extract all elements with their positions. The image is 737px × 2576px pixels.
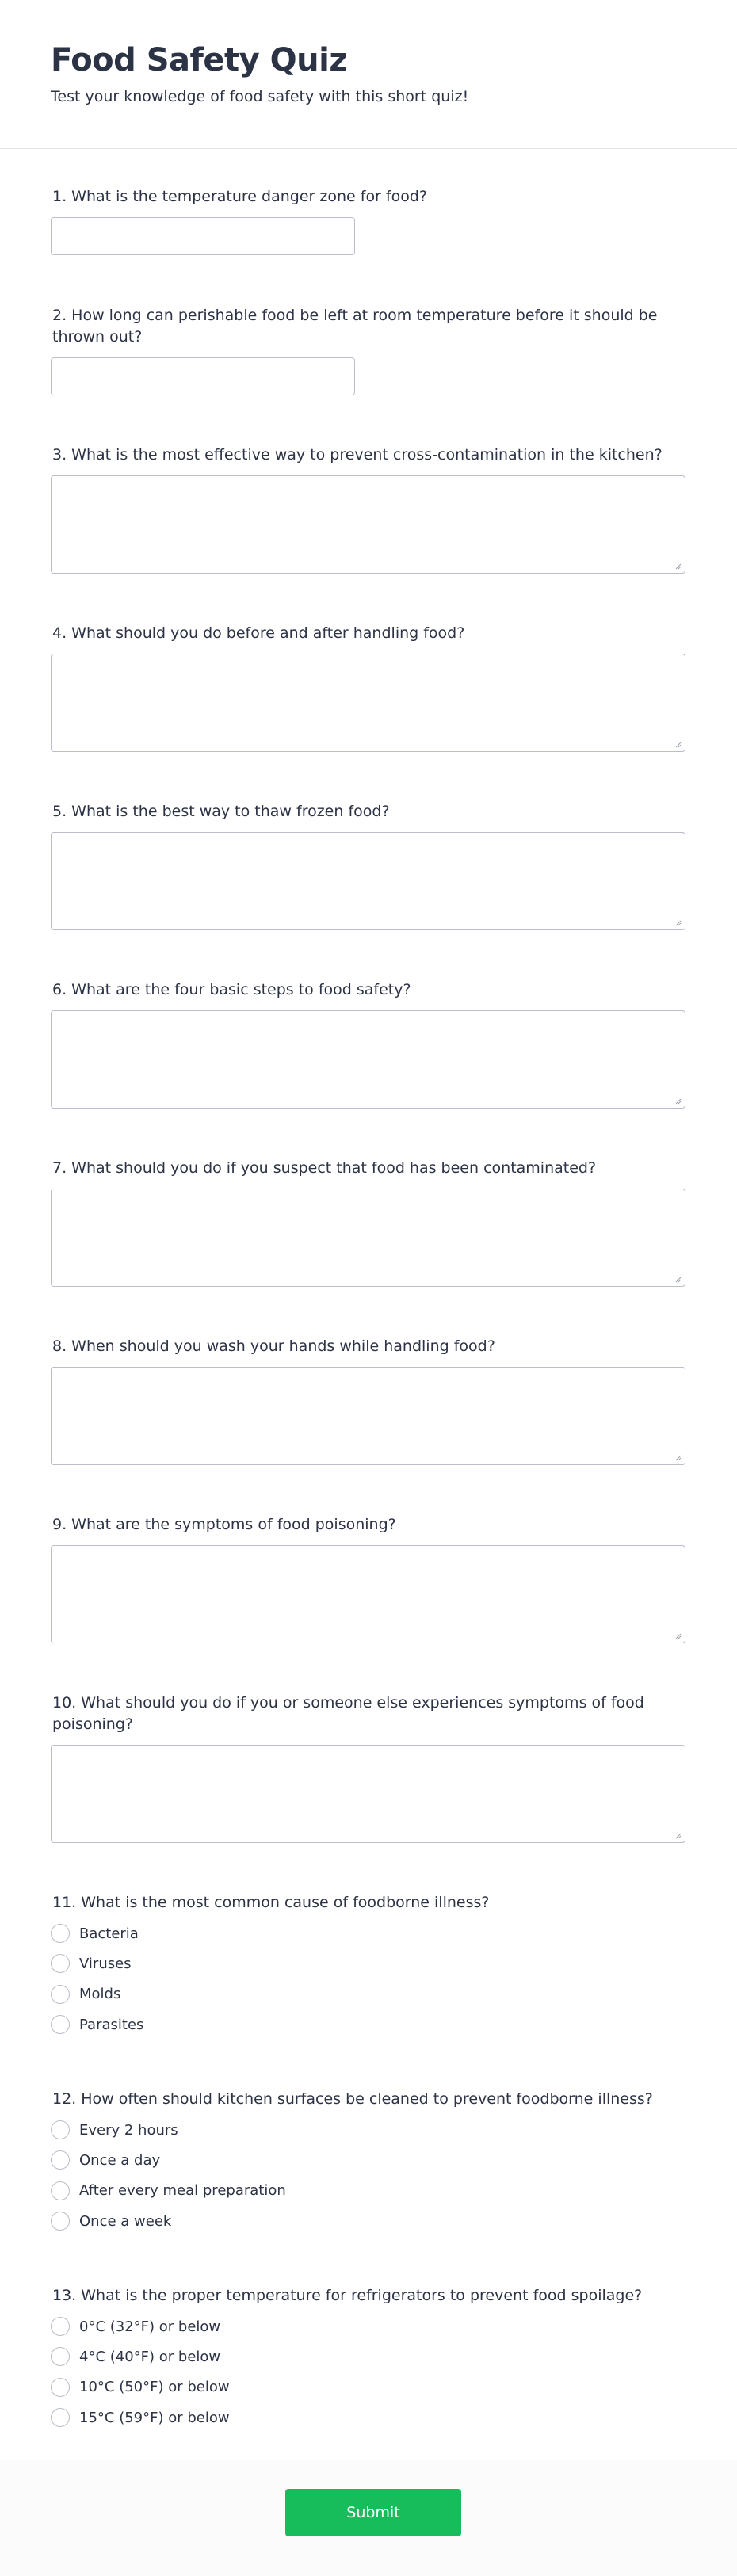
radio-label: 10°C (50°F) or below bbox=[79, 2379, 230, 2396]
resize-handle-icon[interactable] bbox=[674, 919, 682, 926]
resize-handle-icon[interactable] bbox=[674, 1632, 682, 1639]
answer-textarea-8[interactable] bbox=[51, 1367, 685, 1465]
question-11 bbox=[51, 1892, 685, 2040]
answer-textarea-7[interactable] bbox=[51, 1189, 685, 1287]
radio-button[interactable] bbox=[51, 1954, 70, 1973]
question-label: 8. When should you wash your hands while handling food? bbox=[52, 1338, 495, 1355]
radio-button[interactable] bbox=[51, 2181, 70, 2200]
resize-handle-icon[interactable] bbox=[674, 1097, 682, 1105]
question-7 bbox=[51, 1158, 685, 1287]
radio-button[interactable] bbox=[51, 2150, 70, 2170]
question-9 bbox=[51, 1514, 685, 1643]
question-label: 2. How long can perishable food be left at room temperature before it should be thrown out? bbox=[52, 307, 658, 345]
question-6 bbox=[51, 979, 685, 1109]
question-label: 5. What is the best way to thaw frozen food? bbox=[52, 803, 390, 820]
radio-button[interactable] bbox=[51, 2120, 70, 2139]
radio-option[interactable] bbox=[51, 2115, 685, 2145]
question-label: 10. What should you do if you or someone else experiences symptoms of food poisoning? bbox=[52, 1694, 644, 1733]
answer-textarea-10[interactable] bbox=[51, 1745, 685, 1843]
question-12 bbox=[51, 2089, 685, 2236]
radio-label: 15°C (59°F) or below bbox=[79, 2409, 230, 2426]
question-4 bbox=[51, 623, 685, 752]
question-label: 12. How often should kitchen surfaces be cleaned to prevent foodborne illness? bbox=[52, 2090, 653, 2108]
question-label: 9. What are the symptoms of food poisoning? bbox=[52, 1516, 396, 1533]
answer-textarea-3[interactable] bbox=[51, 475, 685, 574]
radio-button[interactable] bbox=[51, 2015, 70, 2034]
question-5 bbox=[51, 801, 685, 930]
answer-textarea-9[interactable] bbox=[51, 1545, 685, 1643]
question-label: 1. What is the temperature danger zone for food? bbox=[52, 188, 427, 205]
radio-option[interactable] bbox=[51, 2176, 685, 2206]
answer-input-1[interactable] bbox=[51, 217, 355, 255]
question-label: 13. What is the proper temperature for refrigerators to prevent food spoilage? bbox=[52, 2287, 643, 2304]
radio-label: Every 2 hours bbox=[79, 2121, 178, 2139]
radio-label: Viruses bbox=[79, 1955, 132, 1972]
radio-option[interactable] bbox=[51, 2402, 685, 2433]
radio-label: Once a week bbox=[79, 2212, 172, 2230]
question-2 bbox=[51, 305, 685, 395]
question-3 bbox=[51, 445, 685, 574]
question-8 bbox=[51, 1336, 685, 1465]
radio-label: 0°C (32°F) or below bbox=[79, 2318, 221, 2335]
submit-button[interactable]: Submit bbox=[285, 2489, 461, 2536]
answer-textarea-6[interactable] bbox=[51, 1010, 685, 1109]
radio-option[interactable] bbox=[51, 1948, 685, 1979]
radio-button[interactable] bbox=[51, 2212, 70, 2231]
form-footer bbox=[0, 2460, 737, 2576]
radio-label: Molds bbox=[79, 1986, 121, 2003]
resize-handle-icon[interactable] bbox=[674, 741, 682, 748]
radio-button[interactable] bbox=[51, 2347, 70, 2366]
radio-label: Bacteria bbox=[79, 1925, 139, 1942]
radio-button[interactable] bbox=[51, 2408, 70, 2427]
radio-label: 4°C (40°F) or below bbox=[79, 2348, 221, 2365]
form-subtitle: Test your knowledge of food safety with this short quiz! bbox=[51, 88, 469, 105]
radio-label: Parasites bbox=[79, 2016, 144, 2033]
radio-button[interactable] bbox=[51, 1985, 70, 2004]
question-label: 11. What is the most common cause of foodborne illness? bbox=[52, 1894, 490, 1911]
question-label: 3. What is the most effective way to prevent cross-contamination in the kitchen? bbox=[52, 446, 663, 464]
question-10 bbox=[51, 1693, 685, 1843]
radio-option[interactable] bbox=[51, 2372, 685, 2402]
radio-button[interactable] bbox=[51, 1924, 70, 1943]
answer-textarea-5[interactable] bbox=[51, 832, 685, 930]
form-header bbox=[0, 0, 737, 149]
radio-button[interactable] bbox=[51, 2378, 70, 2397]
radio-option[interactable] bbox=[51, 2206, 685, 2236]
radio-option[interactable] bbox=[51, 2009, 685, 2040]
resize-handle-icon[interactable] bbox=[674, 1454, 682, 1461]
radio-button[interactable] bbox=[51, 2317, 70, 2336]
radio-label: After every meal preparation bbox=[79, 2182, 286, 2200]
question-label: 4. What should you do before and after handling food? bbox=[52, 624, 465, 642]
resize-handle-icon[interactable] bbox=[674, 1276, 682, 1283]
question-1 bbox=[51, 186, 685, 255]
answer-input-2[interactable] bbox=[51, 357, 355, 395]
answer-textarea-4[interactable] bbox=[51, 654, 685, 752]
radio-label: Once a day bbox=[79, 2151, 161, 2169]
question-label: 6. What are the four basic steps to food safety? bbox=[52, 981, 411, 998]
resize-handle-icon[interactable] bbox=[674, 563, 682, 570]
question-label: 7. What should you do if you suspect that food has been contaminated? bbox=[52, 1159, 597, 1177]
radio-option[interactable] bbox=[51, 1918, 685, 1948]
radio-option[interactable] bbox=[51, 1979, 685, 2009]
radio-option[interactable] bbox=[51, 2145, 685, 2175]
resize-handle-icon[interactable] bbox=[674, 1832, 682, 1839]
radio-option[interactable] bbox=[51, 2341, 685, 2372]
radio-option[interactable] bbox=[51, 2311, 685, 2341]
form-title: Food Safety Quiz bbox=[51, 42, 348, 78]
question-13 bbox=[51, 2285, 685, 2433]
